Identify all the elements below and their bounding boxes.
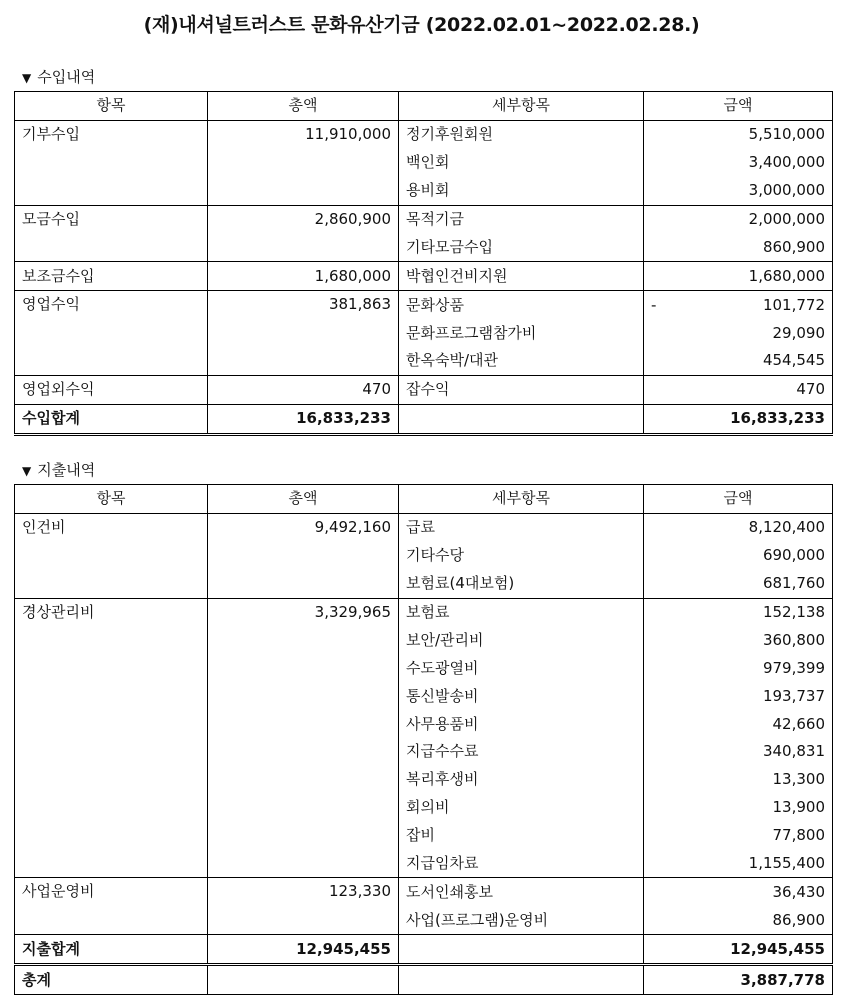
total-cell: 2,860,900 bbox=[208, 205, 399, 262]
item-cell: 보조금수입 bbox=[15, 262, 208, 291]
detail-cell: 보험료(4대보험) bbox=[399, 570, 644, 598]
detail-cell: 백인회 bbox=[399, 149, 644, 177]
amount-cell: 1,680,000 bbox=[644, 262, 833, 291]
sum-label: 수입합계 bbox=[15, 404, 208, 434]
item-cell: 모금수입 bbox=[15, 205, 208, 262]
expense-section-label bbox=[22, 459, 95, 480]
table-row bbox=[15, 513, 833, 541]
item-cell: 사업운영비 bbox=[15, 878, 208, 935]
amount-cell: 193,737 bbox=[644, 682, 833, 710]
income-label-text: 수입내역 bbox=[37, 68, 96, 86]
amount-cell: 77,800 bbox=[644, 822, 833, 850]
detail-cell: 급료 bbox=[399, 513, 644, 541]
amount-cell: 3,400,000 bbox=[644, 149, 833, 177]
header-total: 총액 bbox=[208, 92, 399, 121]
detail-cell: 통신발송비 bbox=[399, 682, 644, 710]
sum-amount: 12,945,455 bbox=[644, 935, 833, 965]
grand-total-empty bbox=[208, 965, 399, 995]
item-cell: 인건비 bbox=[15, 513, 208, 598]
amount-value: 101,772 bbox=[762, 295, 825, 314]
income-header-row bbox=[15, 92, 833, 121]
detail-cell: 기타모금수입 bbox=[399, 233, 644, 261]
detail-cell: 용비회 bbox=[399, 177, 644, 205]
detail-cell: 복리후생비 bbox=[399, 766, 644, 794]
detail-cell: 잡수익 bbox=[399, 375, 644, 404]
sum-amount: 16,833,233 bbox=[644, 404, 833, 434]
detail-cell: 한옥숙박/대관 bbox=[399, 347, 644, 375]
item-cell: 영업외수익 bbox=[15, 375, 208, 404]
expense-header-row bbox=[15, 485, 833, 514]
grand-label: 총계 bbox=[15, 965, 208, 995]
amount-cell: 86,900 bbox=[644, 906, 833, 934]
grand-total-row bbox=[15, 965, 833, 995]
detail-cell: 회의비 bbox=[399, 794, 644, 822]
expense-sum-row bbox=[15, 935, 833, 965]
amount-cell: 13,900 bbox=[644, 794, 833, 822]
header-total: 총액 bbox=[208, 485, 399, 514]
total-cell: 123,330 bbox=[208, 878, 399, 935]
amount-cell: 8,120,400 bbox=[644, 513, 833, 541]
detail-cell: 지급임차료 bbox=[399, 850, 644, 878]
detail-cell: 잡비 bbox=[399, 822, 644, 850]
sum-label: 지출합계 bbox=[15, 935, 208, 965]
detail-cell: 정기후원회원 bbox=[399, 120, 644, 148]
amount-cell: 5,510,000 bbox=[644, 120, 833, 148]
header-item: 항목 bbox=[15, 92, 208, 121]
amount-cell: 470 bbox=[644, 375, 833, 404]
amount-cell: 681,760 bbox=[644, 570, 833, 598]
header-detail: 세부항목 bbox=[399, 92, 644, 121]
table-row bbox=[15, 262, 833, 291]
table-row bbox=[15, 120, 833, 148]
amount-cell: 2,000,000 bbox=[644, 205, 833, 233]
amount-cell: 340,831 bbox=[644, 738, 833, 766]
item-cell: 경상관리비 bbox=[15, 598, 208, 878]
income-section-label bbox=[22, 66, 95, 87]
amount-cell: 29,090 bbox=[644, 319, 833, 347]
detail-cell: 사무용품비 bbox=[399, 710, 644, 738]
income-sum-row bbox=[15, 404, 833, 434]
page-title: (재)내셔널트러스트 문화유산기금 (2022.02.01~2022.02.28.) bbox=[143, 14, 700, 36]
total-cell: 9,492,160 bbox=[208, 513, 399, 598]
amount-cell: 1,155,400 bbox=[644, 850, 833, 878]
detail-cell: 문화상품 bbox=[399, 291, 644, 319]
amount-cell: 152,138 bbox=[644, 598, 833, 626]
detail-cell: 수도광열비 bbox=[399, 654, 644, 682]
table-row bbox=[15, 205, 833, 233]
detail-cell: 도서인쇄홍보 bbox=[399, 878, 644, 906]
amount-cell: 690,000 bbox=[644, 542, 833, 570]
table-row bbox=[15, 375, 833, 404]
sum-total: 16,833,233 bbox=[208, 404, 399, 434]
minus-sign: - bbox=[651, 295, 657, 314]
detail-cell: 사업(프로그램)운영비 bbox=[399, 906, 644, 934]
detail-cell: 문화프로그램참가비 bbox=[399, 319, 644, 347]
header-detail: 세부항목 bbox=[399, 485, 644, 514]
grand-amount: 3,887,778 bbox=[644, 965, 833, 995]
detail-cell: 보안/관리비 bbox=[399, 626, 644, 654]
detail-cell: 목적기금 bbox=[399, 205, 644, 233]
amount-cell: 36,430 bbox=[644, 878, 833, 906]
amount-cell bbox=[644, 291, 833, 319]
total-cell: 3,329,965 bbox=[208, 598, 399, 878]
sum-detail-empty bbox=[399, 404, 644, 434]
total-cell: 470 bbox=[208, 375, 399, 404]
amount-cell: 860,900 bbox=[644, 233, 833, 261]
sum-detail-empty bbox=[399, 935, 644, 965]
detail-cell: 기타수당 bbox=[399, 542, 644, 570]
amount-cell: 3,000,000 bbox=[644, 177, 833, 205]
triangle-down-icon: ▼ bbox=[22, 464, 32, 478]
amount-cell: 42,660 bbox=[644, 710, 833, 738]
detail-cell: 지급수수료 bbox=[399, 738, 644, 766]
header-amount: 금액 bbox=[644, 92, 833, 121]
triangle-down-icon: ▼ bbox=[22, 71, 32, 85]
detail-cell: 보험료 bbox=[399, 598, 644, 626]
expense-table bbox=[14, 484, 833, 995]
table-row bbox=[15, 291, 833, 319]
amount-cell: 13,300 bbox=[644, 766, 833, 794]
item-cell: 영업수익 bbox=[15, 291, 208, 376]
amount-cell: 979,399 bbox=[644, 654, 833, 682]
header-amount: 금액 bbox=[644, 485, 833, 514]
grand-detail-empty bbox=[399, 965, 644, 995]
amount-cell: 454,545 bbox=[644, 347, 833, 375]
table-row bbox=[15, 878, 833, 906]
sum-total: 12,945,455 bbox=[208, 935, 399, 965]
total-cell: 11,910,000 bbox=[208, 120, 399, 205]
total-cell: 1,680,000 bbox=[208, 262, 399, 291]
item-cell: 기부수입 bbox=[15, 120, 208, 205]
amount-cell: 360,800 bbox=[644, 626, 833, 654]
detail-cell: 박협인건비지원 bbox=[399, 262, 644, 291]
income-table bbox=[14, 91, 833, 436]
expense-label-text: 지출내역 bbox=[37, 461, 96, 479]
table-row bbox=[15, 598, 833, 626]
header-item: 항목 bbox=[15, 485, 208, 514]
total-cell: 381,863 bbox=[208, 291, 399, 376]
